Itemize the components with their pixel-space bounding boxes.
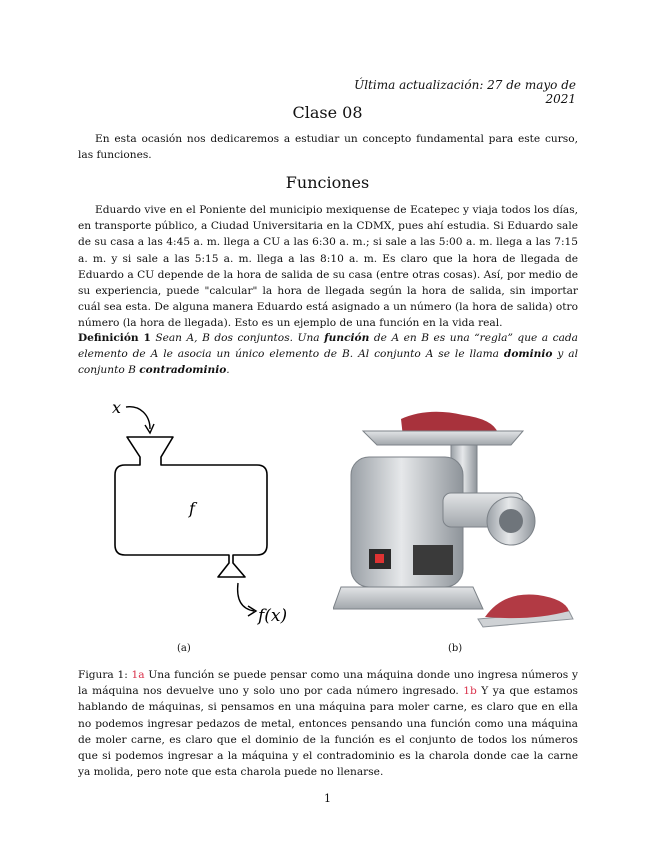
subfigure-a-label: (a) (177, 643, 191, 654)
definition-text-3: y al conjunto B (78, 348, 578, 377)
caption-text-a: Una función se puede pensar como una máquina donde uno ingresa números y la máquina nos devuelve uno y solo uno por cada número ingresado. (78, 669, 578, 698)
definition-text-2: de A en B es una “regla” que a cada elemento de A le asocia un único elemento de B. Al conjunto A se le llama (78, 332, 578, 361)
label-plate (413, 545, 453, 575)
definition-text-1: Sean A, B dos conjuntos. Una (155, 332, 320, 344)
output-arrow (238, 583, 254, 611)
feed-tray (363, 431, 523, 445)
section-title: Funciones (285, 173, 370, 192)
definition-keyword-funcion: función (324, 332, 370, 344)
caption-ref-b[interactable]: 1b (463, 685, 477, 698)
body-paragraph: Eduardo vive en el Poniente del municipio mexiquense de Ecatepec y viaja todos los días, en transporte público, a Ciudad Universitaria en la CDMX, pues ahí estudia. Si Eduardo sale de su casa a las 4:45 a. m. llega a CU a las 6:30 a. m.; si sale a las 5:00 a. m. llega a las 7:15 a. m. y si sale a las 5:15 a. m. llega a las 8:10 a. m. Es claro que la hora de llegada de Eduardo a CU depende de la hora de salida de su casa (entre otras cosas). Así, por medio de su experiencia, puede "calcular" la hora de llegada según la hora de salida, sin importar cuál sea esta. De alguna manera Eduardo está asignado a un número (la hora de salida) otro número (la hora de llegada). Esto es un ejemplo de una función en la vida real. (78, 204, 578, 330)
meat-grinder-photo (333, 405, 578, 635)
intro-paragraph: En esta ocasión nos dedicaremos a estudiar un concepto fundamental para este curso, las funciones. (78, 133, 578, 162)
page-number: 1 (324, 792, 331, 805)
definition-text-4: . (226, 364, 230, 377)
caption-text-b: Y ya que estamos hablando de máquinas, si pensamos en una máquina para moler carne, es claro que en ella no podemos ingresar pedazos de metal, entonces pensando una función como una máquina de moler carne, es claro que el dominio de la función es el conjunto de todos los números que si podemos ingresar a la máquina y el contradominio es la charola donde cae la carne ya molida, pero note que esta charola puede no llenarse. (78, 685, 578, 779)
document-title: Clase 08 (292, 103, 363, 122)
machine-f-label: f (189, 499, 195, 518)
definition-label: Definición 1 (78, 332, 151, 344)
output-fx-label: f(x) (258, 606, 288, 626)
definition-keyword-dominio: dominio (503, 348, 553, 361)
subfigure-b-label: (b) (448, 643, 463, 654)
function-machine-diagram (100, 395, 310, 635)
figure-caption (78, 667, 578, 780)
definition (78, 330, 578, 379)
power-switch-icon (375, 554, 384, 563)
caption-ref-a[interactable]: 1a (131, 669, 145, 681)
definition-keyword-contradominio: contradominio (139, 364, 227, 377)
input-x-label: x (112, 398, 122, 417)
plate-holes-icon (499, 509, 523, 533)
machine-base (333, 587, 483, 609)
input-arrow (126, 407, 150, 429)
caption-prefix: Figura 1: (78, 669, 128, 681)
last-updated: Última actualización: 27 de mayo de 2021 (354, 78, 576, 106)
